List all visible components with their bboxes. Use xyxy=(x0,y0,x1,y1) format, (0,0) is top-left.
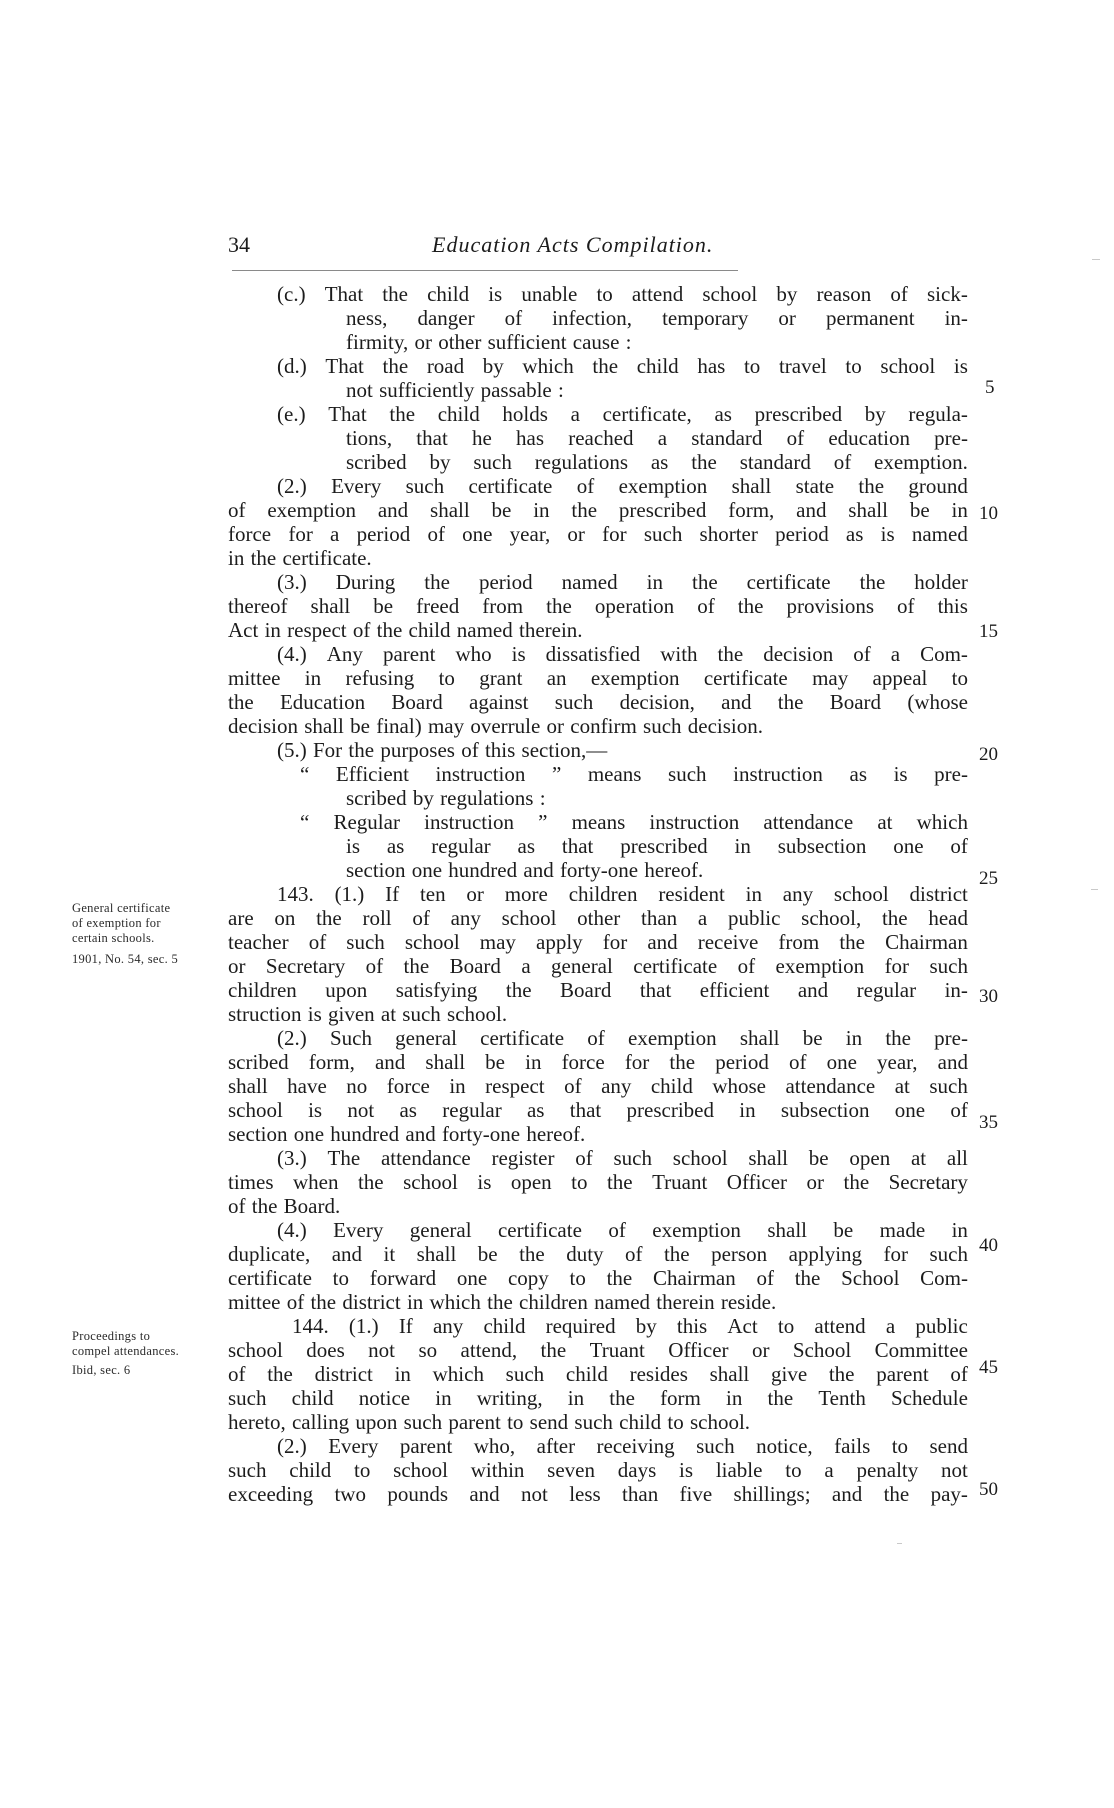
text-line: times when the school is open to the Truant Officer or the Secretary xyxy=(228,1170,968,1194)
text-line: (4.) Any parent who is dissatisfied with the decision of a Com- xyxy=(277,642,968,666)
text-line: shall have no force in respect of any child whose attendance at such xyxy=(228,1074,968,1098)
text-line: of the district in which such child resides shall give the parent of xyxy=(228,1362,968,1386)
text-line: of the Board. xyxy=(228,1194,341,1218)
line-number: 40 xyxy=(979,1235,998,1256)
text-line: (d.) That the road by which the child has to travel to school is xyxy=(277,354,968,378)
text-line: “ Regular instruction ” means instruction attendance at which xyxy=(300,810,968,834)
margin-note-line: Proceedings to xyxy=(72,1329,151,1343)
text-line: ness, danger of infection, temporary or permanent in- xyxy=(346,306,968,330)
line-number: 5 xyxy=(985,377,995,398)
text-line: decision shall be final) may overrule or confirm such decision. xyxy=(228,714,764,738)
text-line: 144. (1.) If any child required by this Act to attend a public xyxy=(292,1314,968,1338)
running-title: Education Acts Compilation. xyxy=(432,232,714,257)
text-line: of exemption and shall be in the prescribed form, and shall be in xyxy=(228,498,968,522)
text-line: thereof shall be freed from the operation of the provisions of this xyxy=(228,594,968,618)
text-line: school is not as regular as that prescribed in subsection one of xyxy=(228,1098,968,1122)
margin-note-line: General certificate xyxy=(72,901,171,915)
text-line: section one hundred and forty-one hereof. xyxy=(346,858,704,882)
text-line: certificate to forward one copy to the Chairman of the School Com- xyxy=(228,1266,968,1290)
line-number: 50 xyxy=(979,1479,998,1500)
text-line: scribed form, and shall be in force for the period of one year, and xyxy=(228,1050,968,1074)
margin-note-citation: 1901, No. 54, sec. 5 xyxy=(72,952,178,966)
text-line: force for a period of one year, or for such shorter period as is named xyxy=(228,522,968,546)
text-line: mittee of the district in which the children named therein reside. xyxy=(228,1290,777,1314)
text-line: (e.) That the child holds a certificate, as prescribed by regula- xyxy=(277,402,968,426)
text-line: school does not so attend, the Truant Officer or School Committee xyxy=(228,1338,968,1362)
text-line: children upon satisfying the Board that efficient and regular in- xyxy=(228,978,968,1002)
text-line: (5.) For the purposes of this section,— xyxy=(277,738,608,762)
text-line: scribed by such regulations as the standard of exemption. xyxy=(346,450,968,474)
text-line: in the certificate. xyxy=(228,546,372,570)
scan-mark xyxy=(1091,889,1098,890)
text-line: (3.) The attendance register of such school shall be open at all xyxy=(277,1146,968,1170)
text-line: such child to school within seven days is liable to a penalty not xyxy=(228,1458,968,1482)
line-number: 15 xyxy=(979,621,998,642)
text-line: struction is given at such school. xyxy=(228,1002,508,1026)
text-line: duplicate, and it shall be the duty of the person applying for such xyxy=(228,1242,968,1266)
text-line: scribed by regulations : xyxy=(346,786,546,810)
text-line: section one hundred and forty-one hereof. xyxy=(228,1122,586,1146)
line-number: 20 xyxy=(979,744,998,765)
text-line: Act in respect of the child named therein. xyxy=(228,618,583,642)
text-line: 143. (1.) If ten or more children resident in any school district xyxy=(277,882,968,906)
text-line: (2.) Such general certificate of exemption shall be in the pre- xyxy=(277,1026,968,1050)
text-line: “ Efficient instruction ” means such instruction as is pre- xyxy=(300,762,968,786)
text-line: teacher of such school may apply for and receive from the Chairman xyxy=(228,930,968,954)
line-number: 10 xyxy=(979,503,998,524)
text-line: (c.) That the child is unable to attend school by reason of sick- xyxy=(277,282,968,306)
text-line: firmity, or other sufficient cause : xyxy=(346,330,632,354)
text-line: is as regular as that prescribed in subsection one of xyxy=(346,834,968,858)
scan-mark xyxy=(1092,259,1100,260)
text-line: the Education Board against such decision, and the Board (whose xyxy=(228,690,968,714)
text-line: not sufficiently passable : xyxy=(346,378,564,402)
line-number: 25 xyxy=(979,868,998,889)
line-number: 45 xyxy=(979,1357,998,1378)
page-number: 34 xyxy=(228,232,250,257)
text-line: or Secretary of the Board a general certificate of exemption for such xyxy=(228,954,968,978)
text-line: (2.) Every parent who, after receiving such notice, fails to send xyxy=(277,1434,968,1458)
text-line: exceeding two pounds and not less than five shillings; and the pay- xyxy=(228,1482,968,1506)
text-line: hereto, calling upon such parent to send such child to school. xyxy=(228,1410,751,1434)
text-line: mittee in refusing to grant an exemption certificate may appeal to xyxy=(228,666,968,690)
text-line: such child notice in writing, in the form in the Tenth Schedule xyxy=(228,1386,968,1410)
margin-note-citation: Ibid, sec. 6 xyxy=(72,1363,131,1377)
line-number: 30 xyxy=(979,986,998,1007)
margin-note-line: compel attendances. xyxy=(72,1344,180,1358)
scan-mark xyxy=(897,1543,902,1544)
text-line: (3.) During the period named in the certificate the holder xyxy=(277,570,968,594)
margin-note-line: of exemption for xyxy=(72,916,161,930)
line-number: 35 xyxy=(979,1112,998,1133)
text-line: (2.) Every such certificate of exemption shall state the ground xyxy=(277,474,968,498)
text-line: are on the roll of any school other than a public school, the head xyxy=(228,906,968,930)
text-line: (4.) Every general certificate of exemption shall be made in xyxy=(277,1218,968,1242)
margin-note-line: certain schools. xyxy=(72,931,155,945)
text-line: tions, that he has reached a standard of education pre- xyxy=(346,426,968,450)
header-rule xyxy=(232,270,738,271)
